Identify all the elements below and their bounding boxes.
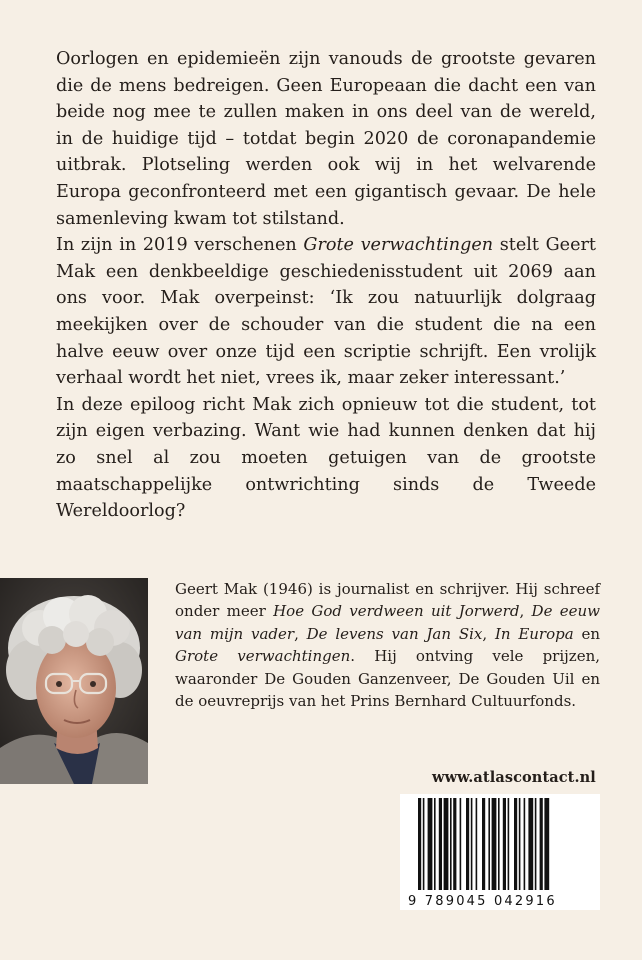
author-biography — [175, 578, 600, 712]
isbn-barcode — [400, 794, 600, 910]
barcode-bars — [400, 798, 600, 894]
bio-separator: , — [482, 624, 495, 643]
blurb-paragraph-3: In deze epiloog richt Mak zich opnieuw tot die student, tot zijn eigen verbazing. Want wie had kunnen denken dat hij zo snel al zou moeten getuigen van de grootste maatschappelijke ontwrichting sinds de Tweede Wereldoorlog? — [56, 394, 596, 522]
bio-text-start: Geert Mak (1946) is journalist en schrijver. Hij schreef onder meer — [175, 580, 600, 621]
bio-text-end: . Hij ontving vele prijzen, waaronder De Gouden Ganzenveer, De Gouden Uil en de oeuvreprijs van het Prins Bernhard Cultuurfonds. — [175, 647, 600, 711]
bio-separator: , — [294, 624, 307, 643]
barcode-number: 9 789045 042916 — [408, 894, 557, 909]
book-title-jorwerd: Hoe God verdween uit Jorwerd — [273, 602, 520, 621]
blurb-p2-end: stelt Geert Mak een denkbeeldige geschiedenisstudent uit 2069 aan ons voor. Mak overpeinst: ‘Ik zou natuurlijk dolgraag meekijken over de schouder van die student die na een halve eeuw over onze tijd een scriptie schrijft. Een vrolijk verhaal wordt het niet, vrees ik, maar zeker interessant.’ — [56, 235, 596, 389]
blurb-paragraph-1: Oorlogen en epidemieën zijn vanouds de grootste gevaren die de mens bedreigen. Geen Europeaan die dacht een van beide nog mee te zullen maken in ons deel van de wereld, in de huidige tijd – totdat begin 2020 de coronapandemie uitbrak. Plotseling werden ook wij in het welvarende Europa geconfronteerd met een gigantisch gevaar. De hele samenleving kwam tot stilstand. — [56, 49, 596, 229]
blurb-p2-start: In zijn in 2019 verschenen — [56, 235, 304, 256]
book-title-grote-verwachtingen-bio: Grote verwachtingen — [175, 647, 351, 666]
bio-separator: , — [519, 602, 532, 621]
bio-paragraph — [175, 578, 600, 712]
bio-separator: en — [573, 624, 601, 643]
author-portrait-image — [0, 578, 148, 784]
book-title-eeuw-van-mijn-vader: De eeuw van mijn vader — [175, 602, 601, 643]
publisher-url: www.atlascontact.nl — [432, 769, 596, 786]
book-title-jan-six: De levens van Jan Six — [306, 624, 483, 643]
book-title-grote-verwachtingen: Grote verwachtingen — [303, 235, 494, 256]
blurb-paragraph-2 — [56, 232, 596, 392]
author-photo — [0, 578, 148, 784]
book-title-in-europa: In Europa — [494, 624, 574, 643]
back-cover-blurb — [56, 46, 596, 525]
